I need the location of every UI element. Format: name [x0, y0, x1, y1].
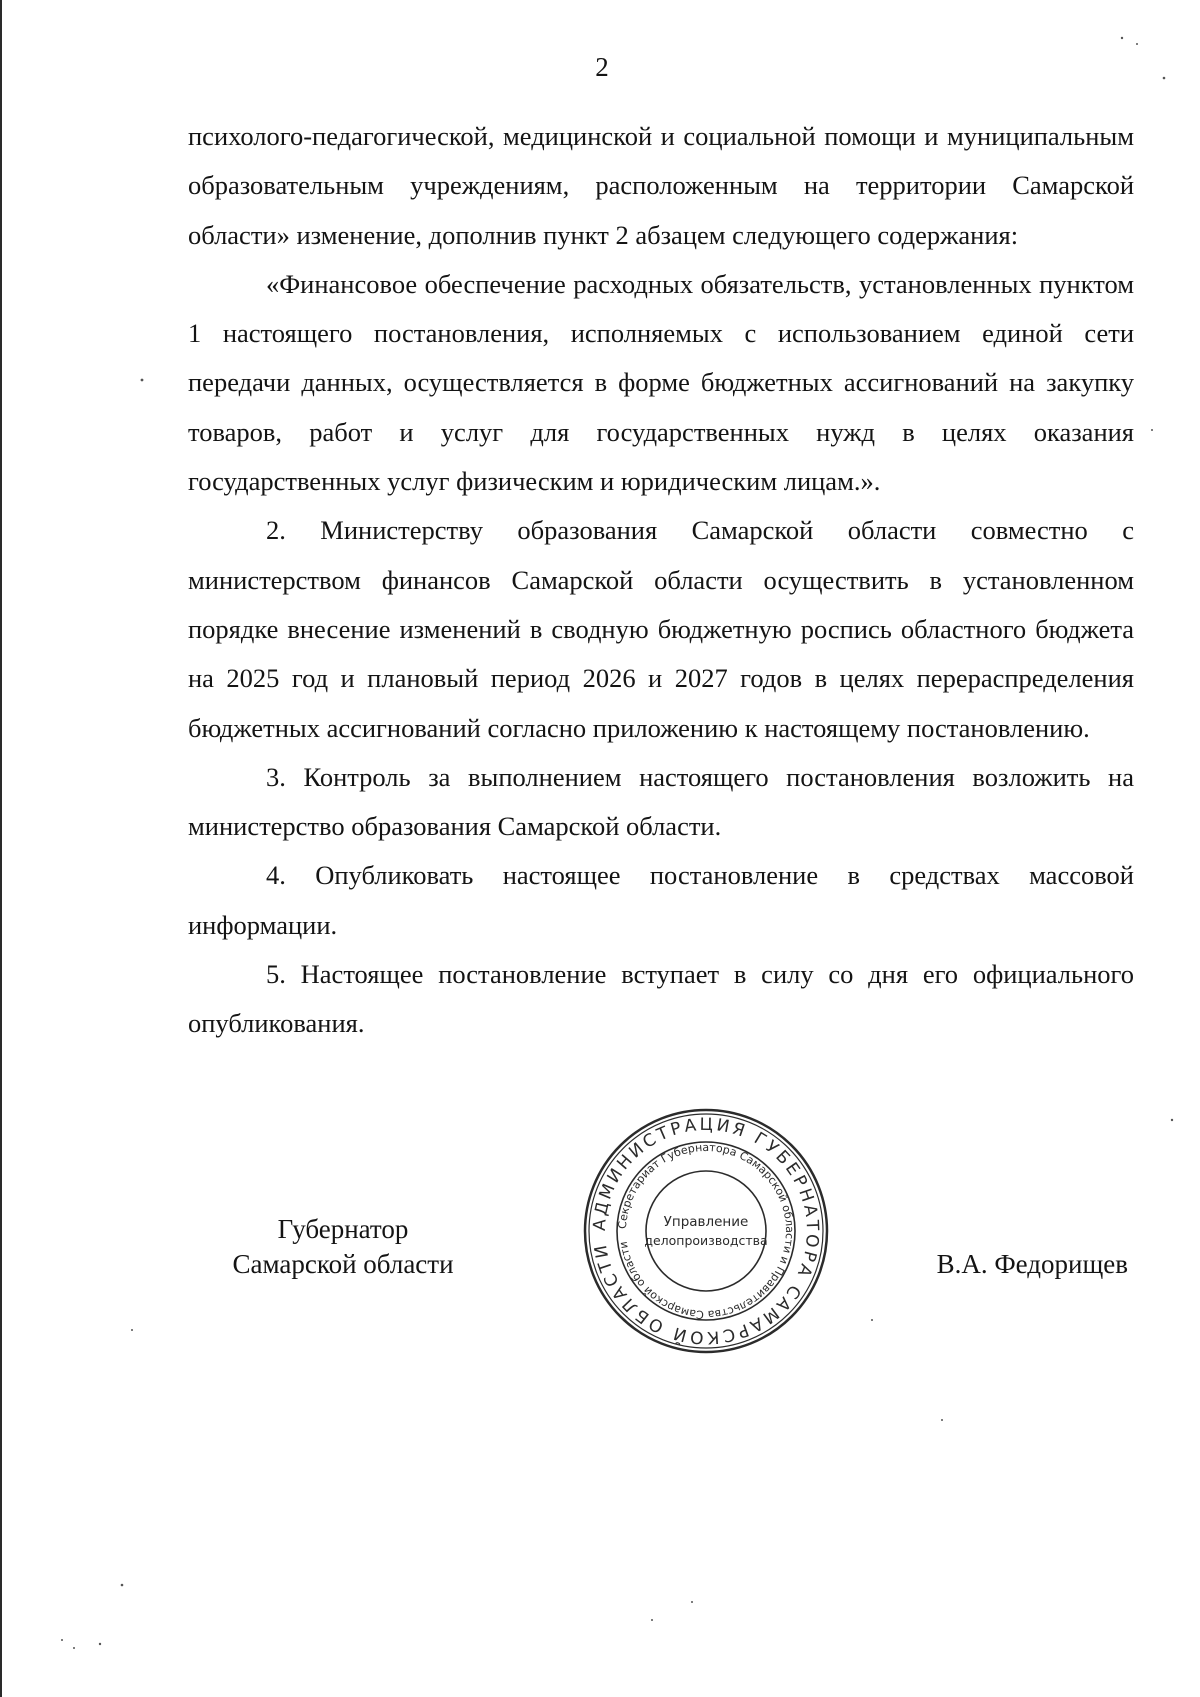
- seal-center-line2: делопроизводства: [644, 1233, 768, 1248]
- document-body: [188, 112, 1134, 1049]
- seal-inner-text: Секретариат Губернатора Самарской области и Правительства Самарской области: [615, 1140, 797, 1322]
- paragraph-item-4: 4. Опубликовать настоящее постановление в средствах массовой информации.: [188, 860, 1134, 940]
- seal-center-line1: Управление: [663, 1214, 749, 1230]
- paragraph-item-2: 2. Министерству образования Самарской области совместно с министерством финансов Самарской области осуществить в установленном порядке внесение изменений в сводную бюджетную роспись областного бюджета на 2025 год и плановый период 2026 и 2027 годов в целях перераспределения бюджетных ассигнований согласно приложению к настоящему постановлению.: [188, 515, 1134, 743]
- signer-position: [218, 1212, 468, 1282]
- signer-title: Губернатор: [277, 1214, 409, 1244]
- paragraph-item-5: 5. Настоящее постановление вступает в силу со дня его официального опубликования.: [188, 959, 1134, 1039]
- signer-region: Самарской области: [232, 1249, 454, 1279]
- seal-outer-text: АДМИНИСТРАЦИЯ ГУБЕРНАТОРА САМАРСКОЙ ОБЛАСТИ: [589, 1114, 823, 1348]
- signer-name: В.А. Федорищев: [936, 1249, 1128, 1279]
- paragraph-quoted-amendment: «Финансовое обеспечение расходных обязательств, установленных пунктом 1 настоящего постановления, исполняемых с использованием единой сети передачи данных, осуществляется в форме бюджетных ассигнований на закупку товаров, работ и услуг для государственных нужд в целях оказания государственных услуг физическим и юридическим лицам.».: [188, 268, 1134, 497]
- paragraph-continuation: психолого-педагогической, медицинской и социальной помощи и муниципальным образовательным учреждениям, расположенным на территории Самарской области» изменение, дополнив пункт 2 абзацем следующего содержания:: [188, 121, 1134, 250]
- paragraph-item-3: 3. Контроль за выполнением настоящего постановления возложить на министерство образования Самарской области.: [188, 761, 1134, 842]
- page-number: 2: [595, 52, 609, 82]
- official-seal-stamp: [580, 1105, 832, 1357]
